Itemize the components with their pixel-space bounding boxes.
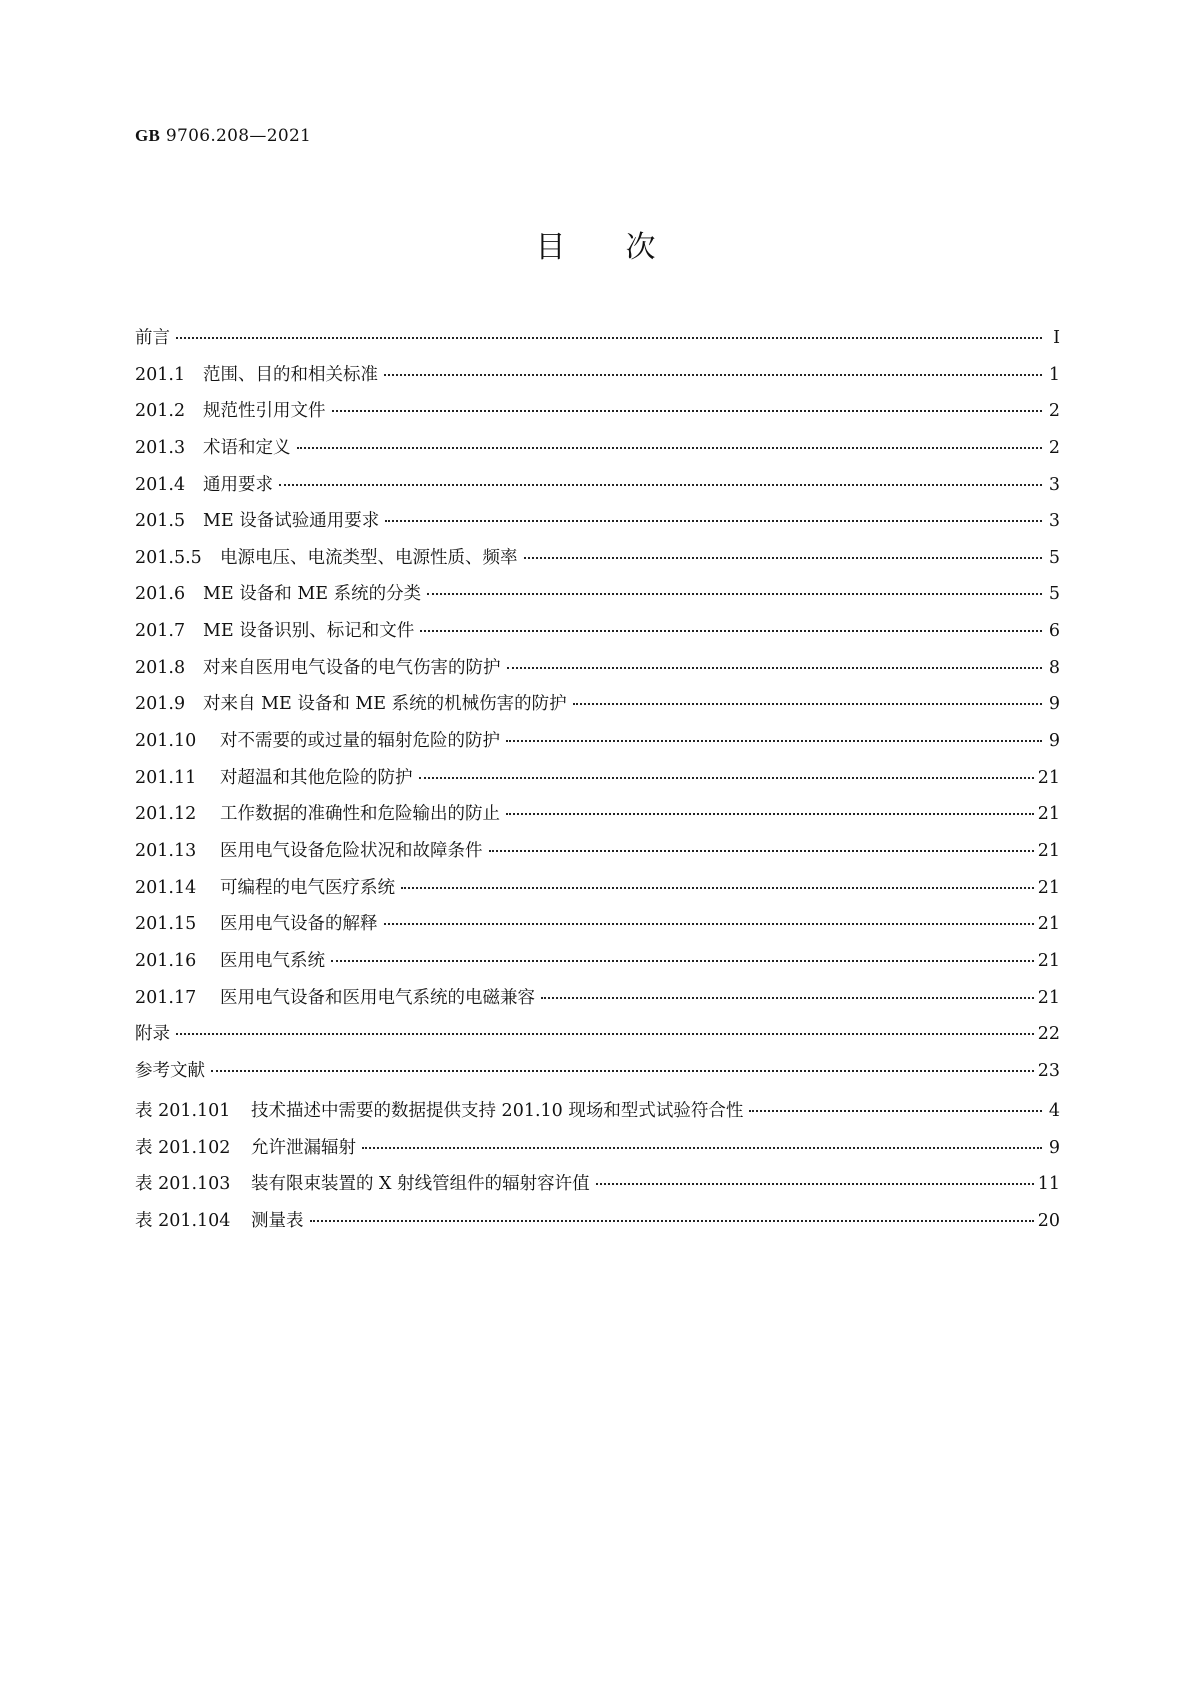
toc-entry-number: 表 201.104 <box>135 1210 231 1231</box>
toc-entry-label: 装有限束装置的 X 射线管组件的辐射容许值 <box>251 1174 590 1195</box>
dot-leader <box>749 1109 1042 1112</box>
toc-entry-page: 22 <box>1037 1024 1060 1045</box>
toc-entry-label: ME 设备识别、标记和文件 <box>203 621 415 642</box>
document-header <box>135 126 311 146</box>
toc-entry[interactable] <box>135 617 1060 654</box>
dot-leader <box>506 739 1042 742</box>
dot-leader <box>507 666 1043 669</box>
toc-entry-number: 201.5 <box>135 511 186 532</box>
toc-entry-page: 23 <box>1037 1060 1060 1081</box>
toc-entry[interactable] <box>135 580 1060 617</box>
toc-entry-label: 范围、目的和相关标准 <box>203 364 378 385</box>
toc-entry[interactable] <box>135 1057 1060 1094</box>
toc-entry-number: 201.5.5 <box>135 547 202 568</box>
toc-entry-number: 201.13 <box>135 840 197 861</box>
toc-entry-number: 201.8 <box>135 657 186 678</box>
toc-entry[interactable] <box>135 1170 1060 1207</box>
toc-entry[interactable] <box>135 654 1060 691</box>
toc-entry-page: 8 <box>1048 657 1060 678</box>
toc-entry-label: 工作数据的准确性和危险输出的防止 <box>220 804 500 825</box>
toc-entry[interactable] <box>135 1134 1060 1171</box>
toc-entry[interactable] <box>135 984 1060 1021</box>
toc-entry-page: 21 <box>1037 767 1060 788</box>
page-title: 目次 <box>535 230 716 265</box>
dot-leader <box>524 556 1043 559</box>
toc-entry-page: 3 <box>1048 511 1060 532</box>
toc-entry-number: 201.14 <box>135 877 197 898</box>
dot-leader <box>176 1032 1034 1035</box>
dot-leader <box>211 1069 1034 1072</box>
toc-entry-label: 医用电气设备危险状况和故障条件 <box>220 840 483 861</box>
toc-entry-label: 可编程的电气医疗系统 <box>220 877 395 898</box>
dot-leader <box>176 336 1042 339</box>
toc-entry[interactable] <box>135 837 1060 874</box>
toc-entry-number: 表 201.101 <box>135 1101 231 1121</box>
toc-entry-label: 规范性引用文件 <box>203 401 326 422</box>
toc-entry-page: 21 <box>1037 804 1060 825</box>
toc-entry-number: 201.6 <box>135 584 186 605</box>
toc-entry-label: ME 设备试验通用要求 <box>203 511 380 532</box>
toc-entry-label: 测量表 <box>251 1210 304 1231</box>
dot-leader <box>384 922 1034 925</box>
toc-entry-number: 201.12 <box>135 804 197 825</box>
toc-entry[interactable] <box>135 1207 1060 1244</box>
toc-entry-label: 对超温和其他危险的防护 <box>220 767 413 788</box>
toc-entry[interactable] <box>135 324 1060 361</box>
toc-entry-page: 2 <box>1048 401 1060 422</box>
toc-entry-label: 附录 <box>135 1024 170 1045</box>
dot-leader <box>596 1182 1034 1185</box>
toc-entry-label: 医用电气设备和医用电气系统的电磁兼容 <box>220 987 535 1008</box>
toc-entry-number: 201.4 <box>135 474 186 495</box>
toc-entry-page: 3 <box>1048 474 1060 495</box>
table-of-contents <box>135 324 1060 1093</box>
list-of-tables <box>135 1097 1060 1244</box>
toc-entry[interactable] <box>135 727 1060 764</box>
toc-entry-label: 术语和定义 <box>203 437 291 458</box>
toc-entry[interactable] <box>135 800 1060 837</box>
dot-leader <box>489 849 1034 852</box>
dot-leader <box>385 519 1042 522</box>
dot-leader <box>331 959 1034 962</box>
toc-entry-number: 201.2 <box>135 401 186 422</box>
toc-entry-page: 21 <box>1037 914 1060 935</box>
toc-entry-page: Ⅰ <box>1053 328 1060 348</box>
toc-entry-number: 201.15 <box>135 914 197 935</box>
dot-leader <box>573 702 1042 705</box>
toc-entry[interactable] <box>135 874 1060 911</box>
dot-leader <box>419 776 1034 779</box>
toc-entry[interactable] <box>135 397 1060 434</box>
toc-entry-number: 表 201.103 <box>135 1174 231 1195</box>
toc-entry[interactable] <box>135 361 1060 398</box>
toc-entry[interactable] <box>135 910 1060 947</box>
toc-entry[interactable] <box>135 507 1060 544</box>
toc-entry-number: 表 201.102 <box>135 1137 231 1158</box>
dot-leader <box>541 996 1034 999</box>
dot-leader <box>420 629 1042 632</box>
toc-entry-label: 对来自医用电气设备的电气伤害的防护 <box>203 657 501 678</box>
dot-leader <box>279 483 1042 486</box>
toc-entry-label: 技术描述中需要的数据提供支持 201.10 现场和型式试验符合性 <box>251 1101 744 1121</box>
toc-entry[interactable] <box>135 764 1060 801</box>
toc-entry-label: 电源电压、电流类型、电源性质、频率 <box>220 547 518 568</box>
toc-entry-number: 201.1 <box>135 364 186 385</box>
toc-entry-page: 9 <box>1048 1137 1060 1158</box>
toc-entry-number: 201.17 <box>135 987 197 1008</box>
toc-entry-label: 通用要求 <box>203 474 273 495</box>
toc-entry-page: 20 <box>1037 1210 1060 1231</box>
toc-entry-page: 21 <box>1037 987 1060 1008</box>
toc-entry-label: 对不需要的或过量的辐射危险的防护 <box>220 731 500 752</box>
toc-entry-label: 医用电气系统 <box>220 950 325 971</box>
toc-entry-page: 5 <box>1048 584 1060 605</box>
toc-entry[interactable] <box>135 434 1060 471</box>
toc-entry-number: 201.11 <box>135 767 197 788</box>
toc-entry[interactable] <box>135 1097 1060 1134</box>
toc-entry-number: 201.10 <box>135 731 197 752</box>
toc-entry-number: 201.9 <box>135 694 186 715</box>
dot-leader <box>401 886 1034 889</box>
toc-entry-label: ME 设备和 ME 系统的分类 <box>203 584 422 605</box>
toc-entry-page: 5 <box>1048 547 1060 568</box>
dot-leader <box>427 592 1042 595</box>
toc-entry-number: 201.7 <box>135 621 186 642</box>
toc-entry-page: 21 <box>1037 950 1060 971</box>
toc-entry-page: 6 <box>1048 621 1060 642</box>
dot-leader <box>362 1146 1042 1149</box>
toc-entry-page: 9 <box>1048 731 1060 752</box>
dot-leader <box>310 1219 1034 1222</box>
toc-entry-label: 医用电气设备的解释 <box>220 914 378 935</box>
toc-entry-page: 11 <box>1037 1174 1060 1195</box>
toc-entry-label: 前言 <box>135 328 170 348</box>
toc-entry-number: 201.16 <box>135 950 197 971</box>
toc-entry-page: 9 <box>1048 694 1060 715</box>
toc-entry-page: 21 <box>1037 877 1060 898</box>
toc-entry-label: 对来自 ME 设备和 ME 系统的机械伤害的防护 <box>203 694 567 715</box>
dot-leader <box>506 812 1034 815</box>
toc-entry-number: 201.3 <box>135 437 186 458</box>
toc-entry-page: 4 <box>1048 1101 1060 1121</box>
toc-entry-page: 2 <box>1048 437 1060 458</box>
dot-leader <box>384 373 1042 376</box>
toc-entry-label: 参考文献 <box>135 1060 205 1081</box>
toc-entry[interactable] <box>135 544 1060 581</box>
toc-entry-page: 21 <box>1037 840 1060 861</box>
toc-entry[interactable] <box>135 690 1060 727</box>
standard-code: 9706.208—2021 <box>165 126 312 146</box>
dot-leader <box>297 446 1043 449</box>
standard-prefix: GB <box>135 126 161 145</box>
toc-entry[interactable] <box>135 947 1060 984</box>
dot-leader <box>332 409 1043 412</box>
toc-entry-label: 允许泄漏辐射 <box>251 1137 356 1158</box>
toc-entry[interactable] <box>135 1020 1060 1057</box>
toc-entry[interactable] <box>135 471 1060 508</box>
toc-entry-page: 1 <box>1048 364 1060 385</box>
